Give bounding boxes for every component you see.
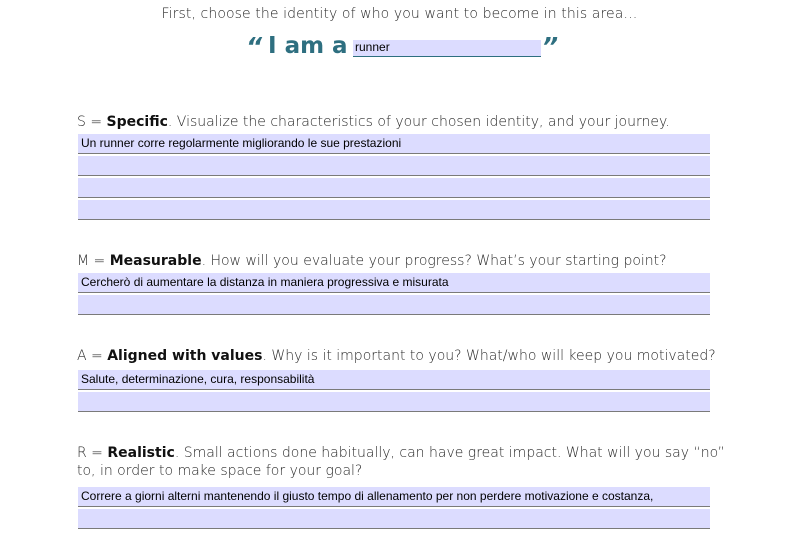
realistic-description: . Small actions done habitually, can have great impact. What will you say “no” to, in order to make space for your goal? [77,445,725,479]
measurable-answer-1[interactable]: Cercherò di aumentare la distanza in maniera progressiva e misurata [78,273,710,293]
realistic-label [77,444,737,480]
specific-answer-1[interactable]: Un runner corre regolarmente migliorando le sue prestazioni [78,134,710,154]
specific-prefix: S = [77,114,107,130]
intro-text: First, choose the identity of who you want to become in this area… [161,6,638,22]
aligned-keyword: Aligned with values [107,348,263,364]
specific-answer-2[interactable] [78,156,710,176]
specific-answer-4[interactable] [78,200,710,220]
i-am-label: I am a [268,33,348,59]
measurable-prefix: M = [77,253,110,269]
specific-label [77,113,737,131]
aligned-description: . Why is it important to you? What/who will keep you motivated? [262,348,716,364]
specific-description: . Visualize the characteristics of your chosen identity, and your journey. [167,114,670,130]
measurable-description: . How will you evaluate your progress? What’s your starting point? [201,253,667,269]
identity-input[interactable]: runner [353,40,541,57]
aligned-prefix: A = [77,348,108,364]
aligned-label [77,347,737,365]
aligned-answer-1[interactable]: Salute, determinazione, cura, responsabilità [78,370,710,390]
realistic-answer-1[interactable]: Correre a giorni alterni mantenendo il giusto tempo di allenamento per non perdere motivazione e costanza, [78,487,710,507]
realistic-answer-2[interactable] [78,509,710,529]
open-quote: “ [246,32,263,61]
realistic-prefix: R = [77,445,108,461]
aligned-answer-2[interactable] [78,392,710,412]
realistic-keyword: Realistic [107,445,175,461]
measurable-keyword: Measurable [109,253,202,269]
specific-answer-3[interactable] [78,178,710,198]
specific-keyword: Specific [106,114,168,130]
measurable-label [77,252,737,270]
close-quote: ” [542,32,559,61]
measurable-answer-2[interactable] [78,295,710,315]
